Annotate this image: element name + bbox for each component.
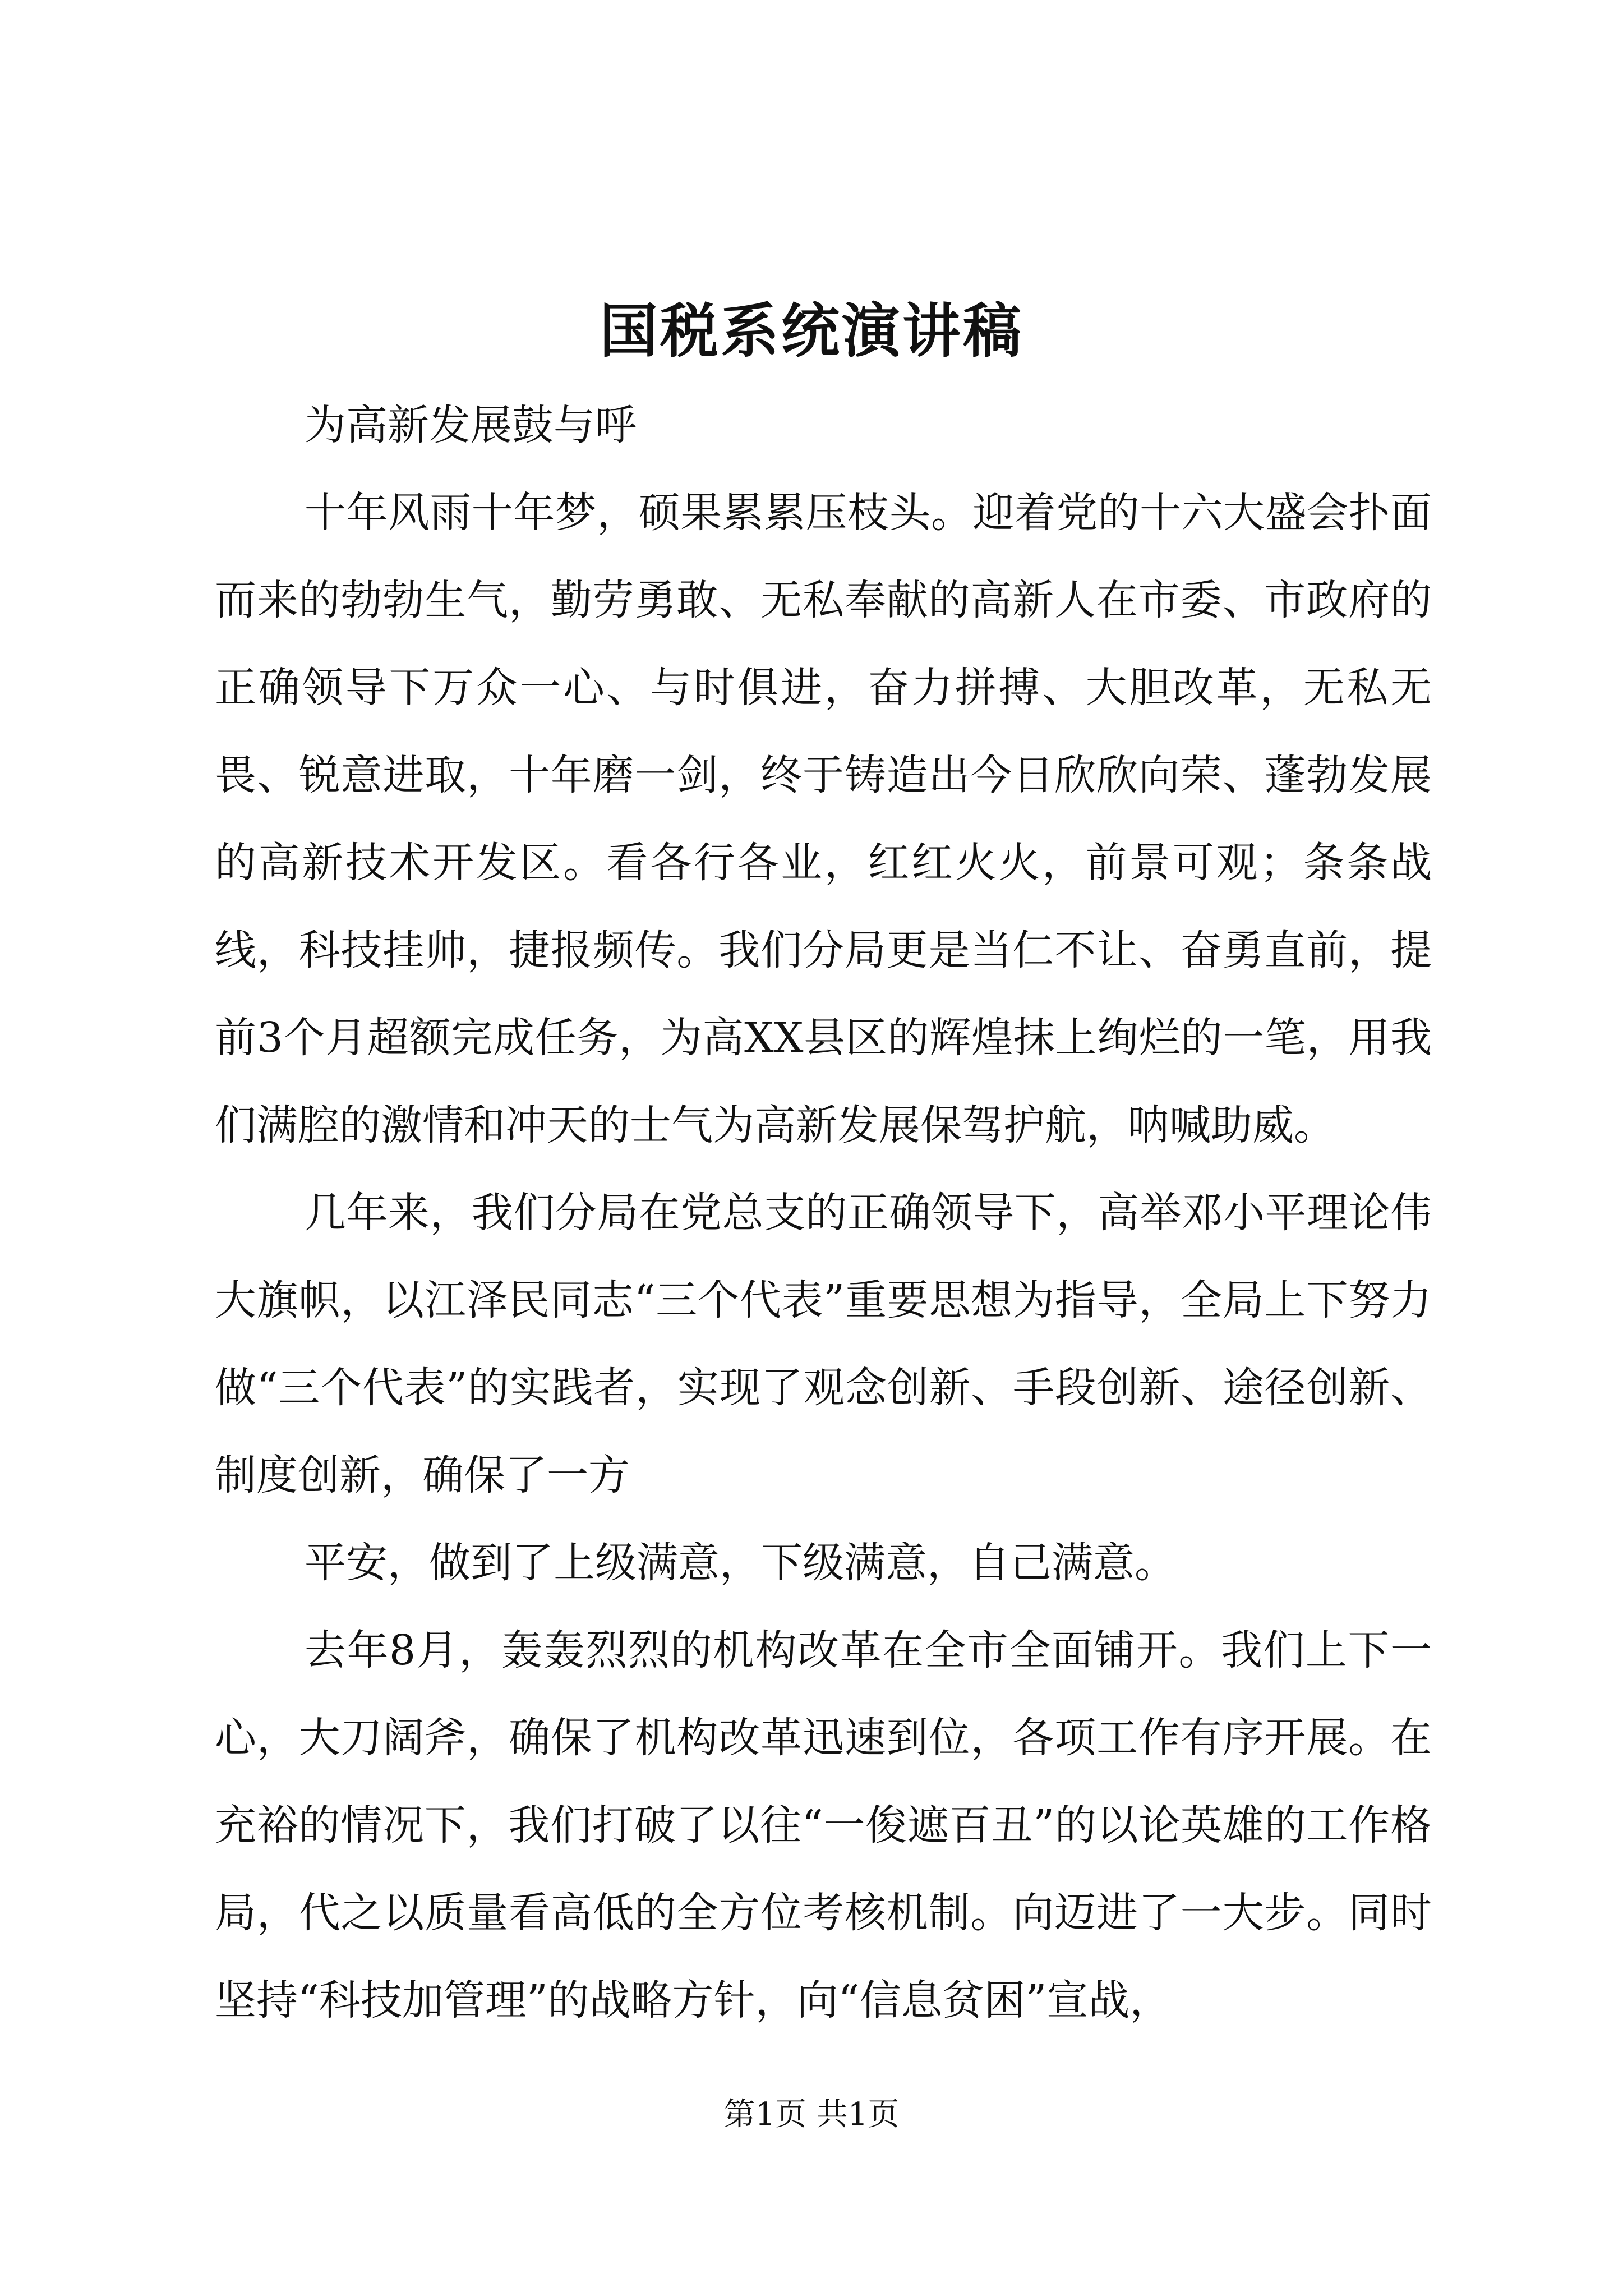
- document-body: [215, 381, 1432, 2044]
- paragraph-3: 平安，做到了上级满意，下级满意，自己满意。: [305, 1539, 1176, 1587]
- paragraph-subtitle: 为高新发展鼓与呼: [305, 401, 637, 449]
- paragraph-2: 几年来，我们分局在党总支的正确领导下，高举邓小平理论伟大旗帜，以江泽民同志“三个代表”重要思想为指导，全局上下努力做“三个代表”的实践者，实现了观念创新、手段创新、途径创新、制度创新，确保了一方: [215, 1189, 1432, 1499]
- page-footer: 第1页 共1页: [723, 2096, 900, 2133]
- page-title: 国税系统演讲稿: [599, 296, 1023, 365]
- paragraph-4: 去年8月，轰轰烈烈的机构改革在全市全面铺开。我们上下一心，大刀阔斧，确保了机构改革迅速到位，各项工作有序开展。在充裕的情况下，我们打破了以往“一俊遮百丑”的以论英雄的工作格局，代之以质量看高低的全方位考核机制。向迈进了一大步。同时坚持“科技加管理”的战略方针，向“信息贫困”宣战，: [215, 1626, 1432, 2024]
- paragraph-1: 十年风雨十年梦，硕果累累压枝头。迎着党的十六大盛会扑面而来的勃勃生气，勤劳勇敢、无私奉献的高新人在市委、市政府的正确领导下万众一心、与时俱进，奋力拼搏、大胆改革，无私无畏、锐意进取，十年磨一剑，终于铸造出今日欣欣向荣、蓬勃发展的高新技术开发区。看各行各业，红红火火，前景可观；条条战线，科技挂帅，捷报频传。我们分局更是当仁不让、奋勇直前，提前3个月超额完成任务，为高XX县区的辉煌抹上绚烂的一笔，用我们满腔的激情和冲天的士气为高新发展保驾护航，呐喊助威。: [215, 489, 1432, 1149]
